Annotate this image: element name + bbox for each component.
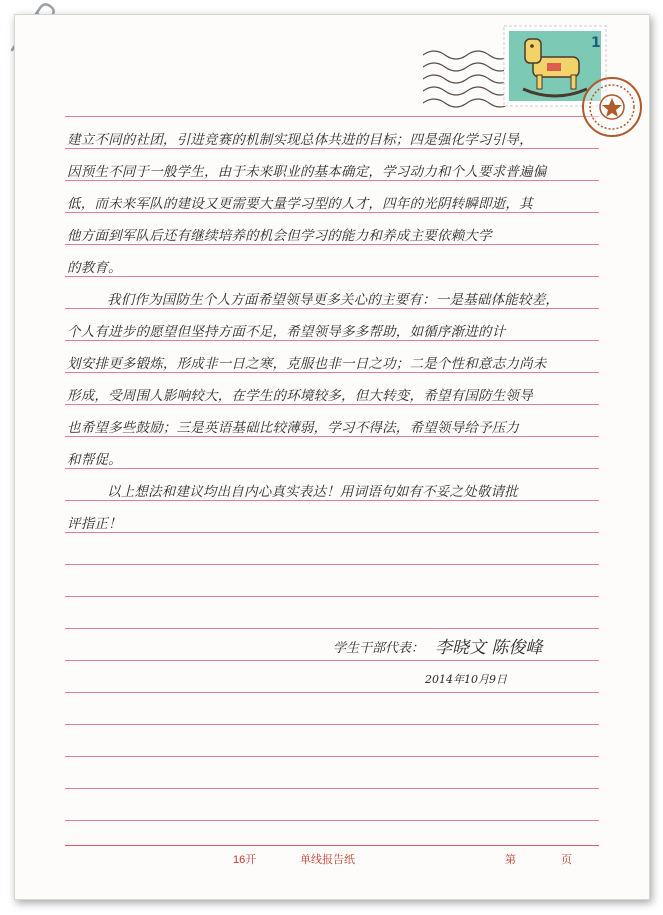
body-line: 划安排更多锻炼，形成非一日之寒，克服也非一日之功；二是个性和意志力尚未 [67,356,547,372]
ruled-line [65,212,599,213]
ruled-line [65,468,599,469]
ruled-line [65,116,599,117]
body-line: 建立不同的社团，引进竞赛的机制实现总体共进的目标；四是强化学习引导， [67,132,533,148]
body-line: 我们作为国防生个人方面希望领导更多关心的主要有：一是基础体能较差， [107,292,560,308]
body-line: 的教育。 [67,260,122,276]
ruled-line [65,436,599,437]
paper-size: 16开 [233,854,257,866]
ruled-line [65,404,599,405]
body-line: 评指正！ [67,516,122,532]
signature-names: 李晓文 陈俊峰 [435,638,543,658]
ruled-line [65,500,599,501]
body-line: 也希望多些鼓励；三是英语基础比较薄弱，学习不得法，希望领导给予压力 [67,420,520,436]
signature-date: 2014年10月9日 [425,673,507,686]
paper-name: 单线报告纸 [300,854,355,866]
body-line: 他方面到军队后还有继续培养的机会但学习的能力和养成主要依赖大学 [67,228,492,244]
ruled-line [65,756,599,757]
page-label: 第 [505,854,516,866]
ruled-line [65,148,599,149]
letter-sheet [14,14,650,900]
ruled-line [65,372,599,373]
ruled-line [65,788,599,789]
ruled-line [65,244,599,245]
ruled-line [65,820,599,821]
body-line: 因预生不同于一般学生，由于未来职业的基本确定，学习动力和个人要求普遍偏 [67,164,547,180]
signature-label: 学生干部代表： [333,641,425,656]
ruled-line [65,628,599,629]
ruled-line [65,564,599,565]
body-line: 以上想法和建议均出自内心真实表达！用词语句如有不妥之处敬请批 [107,484,518,500]
ruled-line [65,532,599,533]
body-line: 个人有进步的愿望但坚持方面不足，希望领导多多帮助，如循序渐进的计 [67,324,506,340]
ruled-line [65,596,599,597]
postmark-waves-icon [423,45,513,115]
body-line: 低，而未来军队的建设又更需要大量学习型的人才，四年的光阴转瞬即逝，其 [67,196,533,212]
body-line: 形成，受周围人影响较大，在学生的环境较多，但大转变，希望有国防生领导 [67,388,533,404]
ruled-line [65,660,599,661]
ruled-line [65,308,599,309]
stamp-denomination: 1 [591,35,601,51]
postmark-seal-icon [580,75,644,139]
page-suffix: 页 [561,854,572,866]
body-line: 和帮促。 [67,452,122,468]
ruled-line [65,340,599,341]
ruled-line [65,180,599,181]
ruled-line-bottom [65,845,599,846]
ruled-line [65,692,599,693]
ruled-line [65,276,599,277]
ruled-line [65,724,599,725]
